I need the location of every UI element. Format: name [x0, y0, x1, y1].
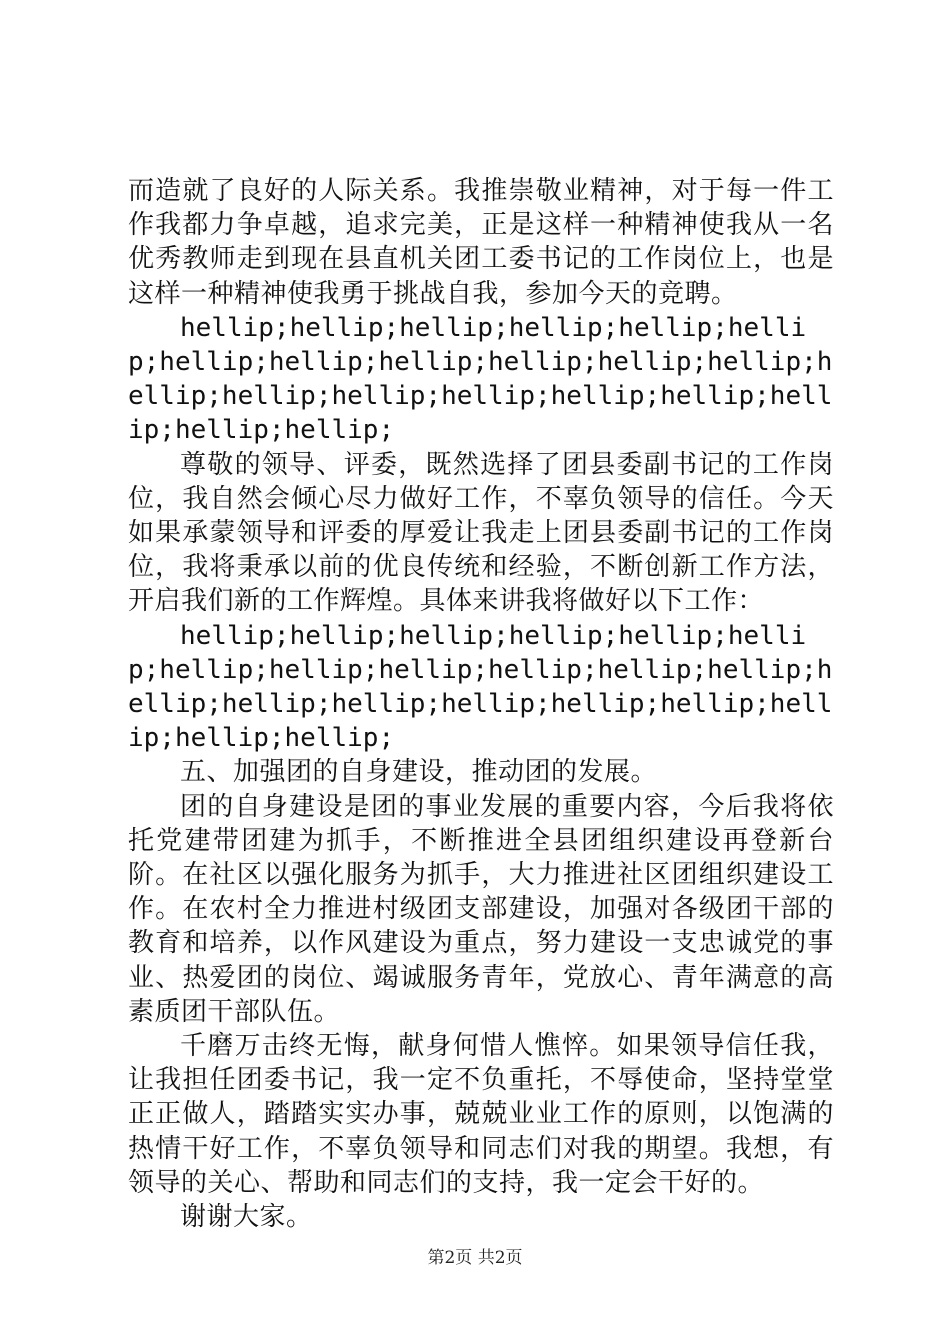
paragraph-commitment: 尊敬的领导、评委，既然选择了团县委副书记的工作岗位，我自然会倾心尽力做好工作，不辜负领导的信任。今天如果承蒙领导和评委的厚爱让我走上团县委副书记的工作岗位，我将秉承以前的优良传统和经验，不断创新工作方法，开启我们新的工作辉煌。具体来讲我将做好以下工作：	[128, 449, 834, 617]
page-number-footer: 第2页 共2页	[427, 1248, 523, 1268]
section-heading-five: 五、加强团的自身建设，推动团的发展。	[180, 757, 658, 788]
paragraph-ellipsis: hellip;hellip;hellip;hellip;hellip;hellip;hellip;hellip;hellip;hellip;hellip;hellip;hellip;hellip;hellip;hellip;hellip;hellip;hellip;hellip;hellip;	[128, 620, 833, 754]
paragraph-thanks: 谢谢大家。	[180, 1202, 313, 1233]
paragraph-continuation: 而造就了良好的人际关系。我推崇敬业精神，对于每一件工作我都力争卓越，追求完美，正是这样一种精神使我从一名优秀教师走到现在县直机关团工委书记的工作岗位上，也是这样一种精神使我勇于挑战自我，参加今天的竞聘。	[128, 176, 834, 309]
paragraph-self-building: 团的自身建设是团的事业发展的重要内容，今后我将依托党建带团建为抓手，不断推进全县团组织建设再登新台阶。在社区以强化服务为抓手，大力推进社区团组织建设工作。在农村全力推进村级团支部建设，加强对各级团干部的教育和培养，以作风建设为重点，努力建设一支忠诚党的事业、热爱团的岗位、竭诚服务青年，党放心、青年满意的高素质团干部队伍。	[128, 791, 834, 1027]
paragraph-ellipsis: hellip;hellip;hellip;hellip;hellip;hellip;hellip;hellip;hellip;hellip;hellip;hellip;hellip;hellip;hellip;hellip;hellip;hellip;hellip;hellip;hellip;	[128, 312, 833, 446]
document-body	[128, 174, 834, 1234]
paragraph-closing-pledge: 千磨万击终无悔，献身何惜人憔悴。如果领导信任我，让我担任团委书记，我一定不负重托，不辱使命，坚持堂堂正正做人，踏踏实实办事，兢兢业业工作的原则，以饱满的热情干好工作，不辜负领导和同志们对我的期望。我想，有领导的关心、帮助和同志们的支持，我一定会干好的。	[128, 1031, 834, 1198]
